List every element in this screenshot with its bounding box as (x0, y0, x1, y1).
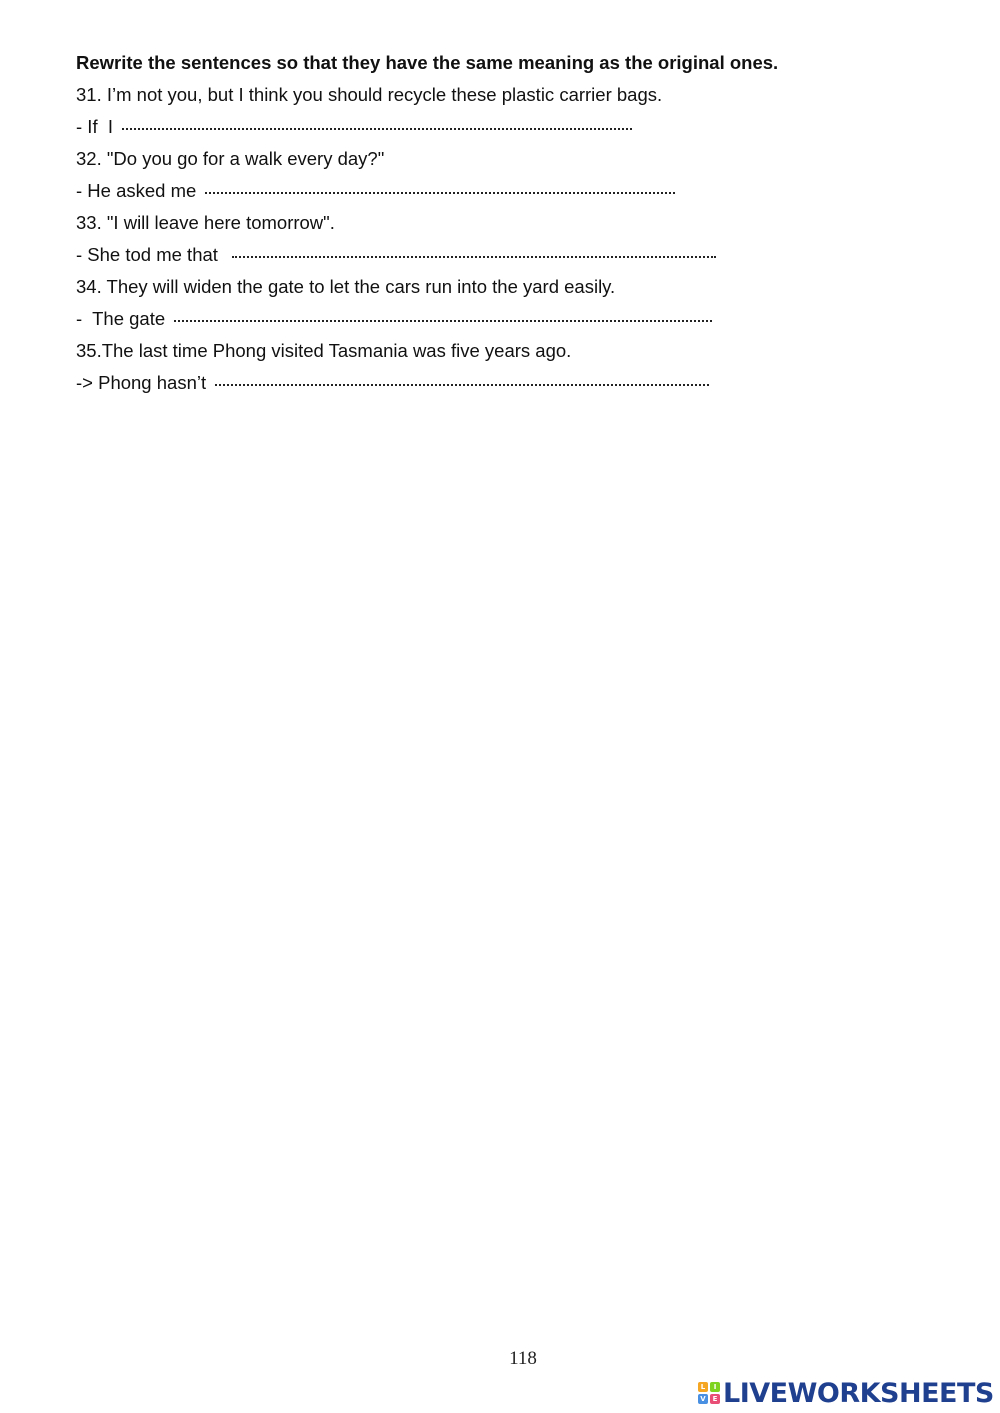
answer-row-33 (76, 239, 956, 271)
answer-prefix: - She tod me that (76, 244, 229, 265)
logo-mark-letter: E (710, 1394, 720, 1404)
logo-mark-letter: V (698, 1394, 708, 1404)
answer-prefix: -> Phong hasn’t (76, 372, 212, 393)
logo-text: LIVEWORKSHEETS (723, 1377, 994, 1409)
logo-mark-icon (698, 1382, 720, 1404)
liveworksheets-logo[interactable] (698, 1378, 994, 1408)
answer-prefix: - He asked me (76, 180, 202, 201)
question-34: 34. They will widen the gate to let the cars run into the yard easily. (76, 276, 616, 297)
answer-row-32 (76, 175, 956, 207)
question-32: 32. "Do you go for a walk every day?" (76, 148, 385, 169)
answer-row-31 (76, 111, 956, 143)
answer-prefix: - If I (76, 116, 119, 137)
answer-prefix: - The gate (76, 308, 171, 329)
question-33: 33. "I will leave here tomorrow". (76, 212, 335, 233)
worksheet (76, 47, 956, 399)
logo-mark-letter: I (710, 1382, 720, 1392)
instruction-heading: Rewrite the sentences so that they have the same meaning as the original ones. (76, 52, 779, 73)
logo-mark-letter: L (698, 1382, 708, 1392)
answer-blank-32[interactable] (205, 190, 675, 194)
question-35: 35.The last time Phong visited Tasmania was five years ago. (76, 340, 572, 361)
answer-row-35 (76, 367, 956, 399)
answer-blank-35[interactable] (215, 382, 709, 386)
answer-blank-34[interactable] (174, 318, 712, 322)
answer-row-34 (76, 303, 956, 335)
page-number: 118 (509, 1348, 537, 1369)
answer-blank-33[interactable] (232, 254, 716, 258)
answer-blank-31[interactable] (122, 126, 632, 130)
question-31: 31. I’m not you, but I think you should recycle these plastic carrier bags. (76, 84, 663, 105)
